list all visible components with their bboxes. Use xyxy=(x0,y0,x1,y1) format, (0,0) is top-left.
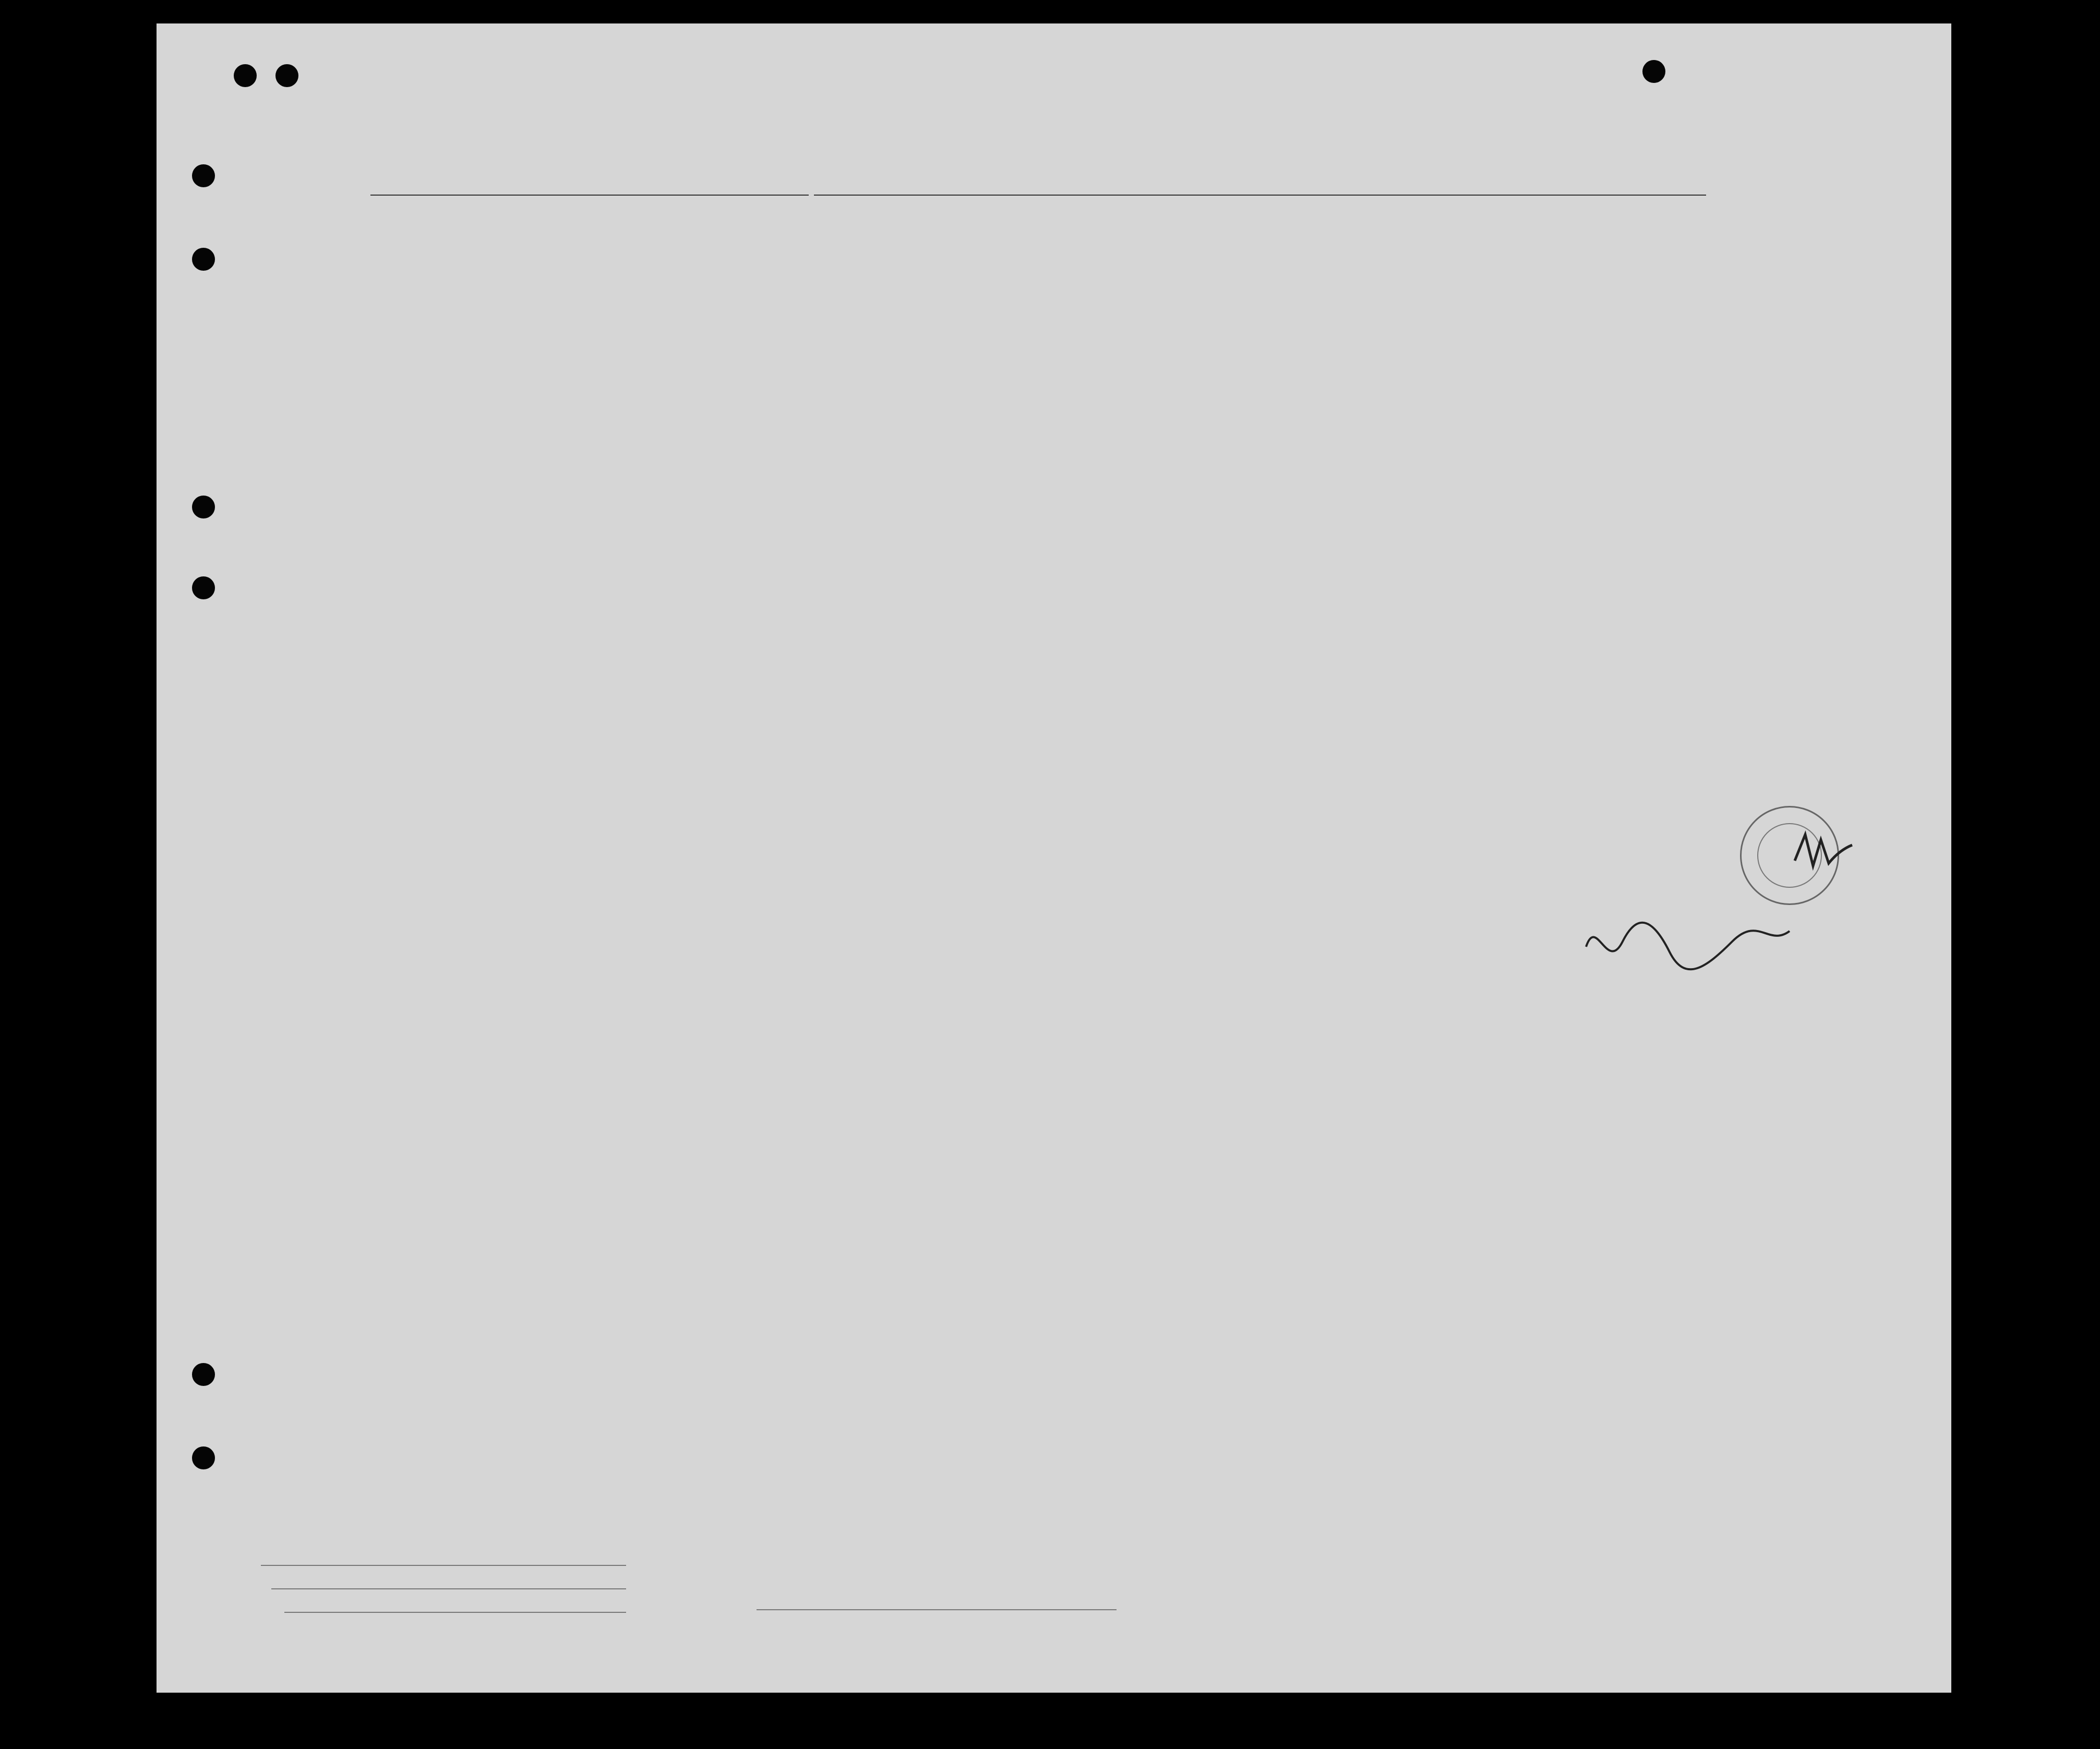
punch-hole xyxy=(192,164,215,187)
punch-hole xyxy=(234,64,257,87)
inspector-underline xyxy=(757,1609,1117,1610)
punch-hole xyxy=(192,576,215,599)
vessel-underline xyxy=(370,195,809,196)
stamp-signature xyxy=(1790,829,1857,876)
scribble-signature xyxy=(1581,910,1800,978)
owners-underline xyxy=(271,1588,626,1589)
punch-hole xyxy=(192,248,215,271)
manifest-sheet xyxy=(157,23,1951,1693)
punch-hole xyxy=(275,64,298,87)
punch-hole xyxy=(1642,60,1665,83)
agents-underline xyxy=(284,1612,626,1613)
punch-hole xyxy=(192,496,215,518)
punch-hole xyxy=(192,1446,215,1469)
punch-hole xyxy=(192,1363,215,1386)
date-underline xyxy=(1471,195,1706,196)
line-underline xyxy=(261,1565,626,1566)
